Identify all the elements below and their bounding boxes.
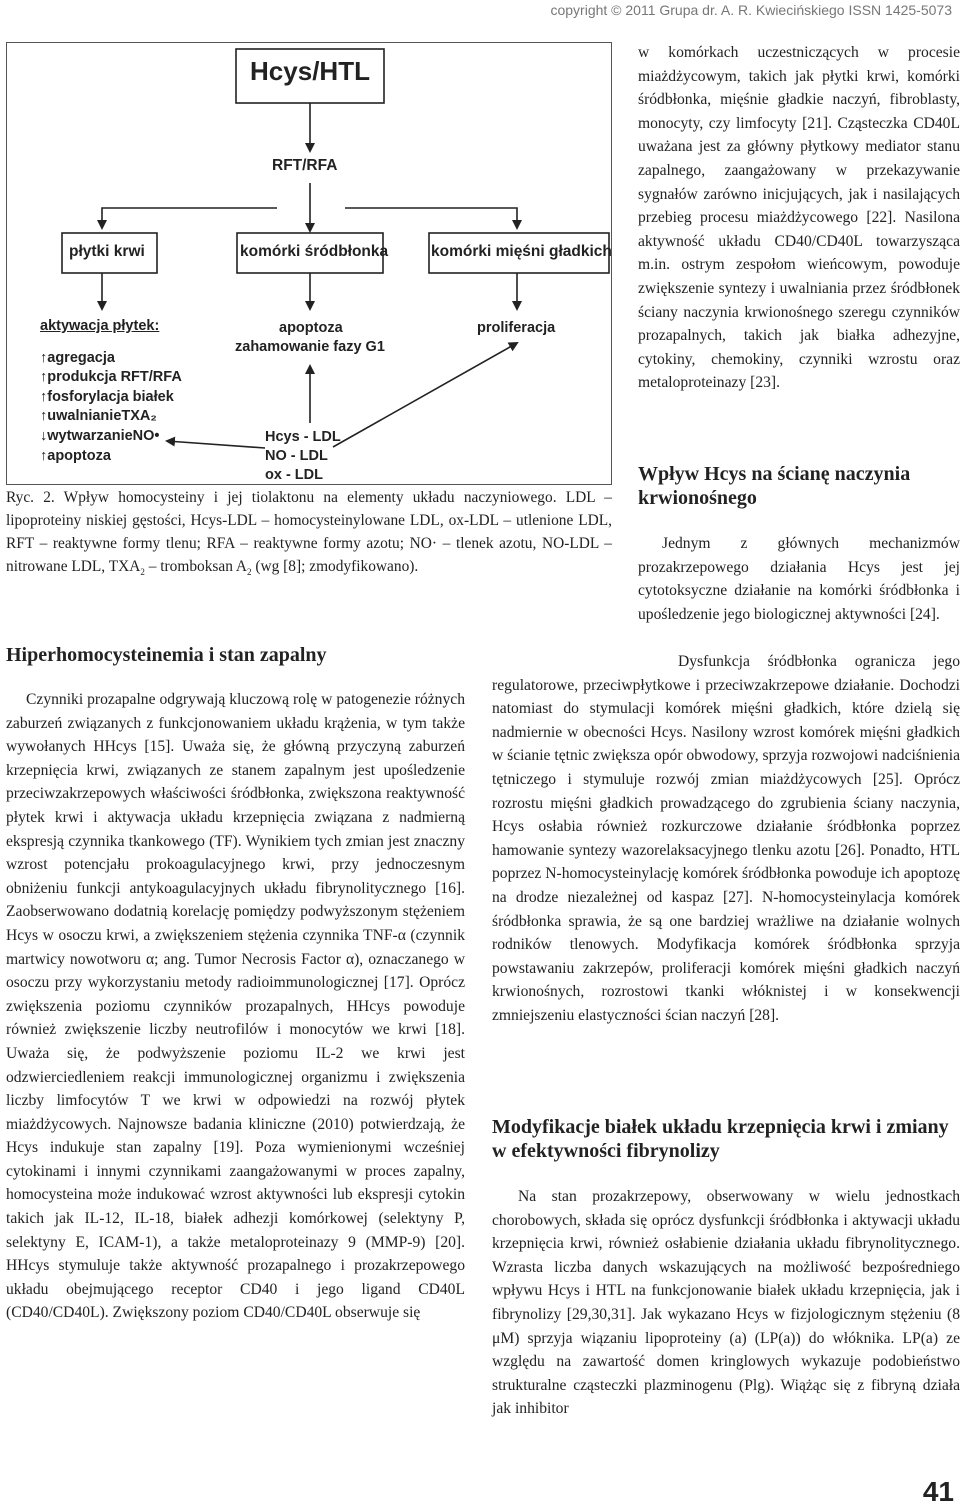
right-paragraph-2: Dysfunkcja śródbłonka ogranicza jego regulatorowe, przeciwpłytkowe i przeciwzakrzepowe działanie. Dochodzi natomiast do stymulacji komórek mięśni gładkich, które dzielą się nadmiernie w obecności Hcys. Nasilony wzrost komórek mięśni gładkich w ścianie tętnic zwiększa opór obwodowy, sprzyja rozwojowi nadciśnienia tętniczego i stymuluje rozwój zmian miażdżycowych [25]. Oprócz rozrostu mięśni gładkich prowadzącego do zgrubienia ściany naczynia, Hcys osłabia również rozkurczowe działanie śródbłonka poprzez hamowanie syntezy wazorelaksacyjnego tlenku azotu [26]. Ponadto, HTL poprzez N-homocysteinylację komórek śródbłonka powoduje ich apoptozę na drodze niezależnej od kaspaz [27]. N-homocysteinylacja komórek śródbłonka sprawia, że są one bardziej wrażliwe na działanie wolnych rodników tlenowych. Modyfikacja komórek śródbłonka sprzyja powstawaniu zakrzepów, proliferacji komórek mięśni gładkich naczyń krwionośnych, rozrostowi tkanki włóknistej i w konsekwencji zmniejszeniu elastyczności ścian naczyń [28]. [492,653,960,1024]
arrow-rft-to-platelets [102,208,277,228]
ldl-form-item: Hcys - LDL [265,429,341,445]
section-heading-coagulation: Modyfikacje białek układu krzepnięcia krwi i zmiany w efektywności fibrynolizy [492,1116,949,1162]
endothelial-effect-apoptosis: apoptoza [279,320,343,336]
endothelial-effect-g1: zahamowanie fazy G1 [235,339,385,355]
center-node-label: RFT/RFA [272,157,338,174]
box-smooth-muscle-label: komórki mięśni gładkich [431,243,612,260]
caption-text: – tromboksan A [144,558,248,575]
platelet-effect-item: ↑uwalnianieTXA₂ [40,408,157,425]
platelet-effect-item: ↑fosforylacja białek [40,388,174,405]
right-paragraph-3: Na stan prozakrzepowy, obserwowany w wielu jednostkach chorobowych, składa się oprócz dysfunkcji śródbłonka i aktywacji układu krzepnięcia krwi, również osłabienie działania układu fibrynolitycznego. Wzrasta liczba danych wskazujących na możliwość bezpośredniego wpływu Hcys i HTL na funkcjonowanie białek układu krzepnięcia, jak i fibrynolizy [29,30,31]. Jak wykazano Hcys w fizjologicznym stężeniu (8 μM) sprzyja wiązaniu lipoproteiny (a) (LP(a)) do włóknika. LP(a) ze względu na zawartość domen kringlowych wykazuje podobieństwo strukturalne cząsteczki plazminogenu (Plg). Wiążąc się z fibryną działa jak inhibitor [492,1188,960,1418]
platelet-effect-item: ↓wytwarzanieNO• [40,427,160,444]
section-heading-vessel-wall: Wpływ Hcys na ścianę naczynia krwionośnego [638,463,911,509]
platelet-effects-list [40,317,182,466]
right-paragraph-1: Jednym z głównych mechanizmów prozakrzepowego działania Hcys jest jej cytotoksyczne działanie na komórki śródbłonka i upośledzenie jego biologicznej aktywności [24]. [638,535,960,623]
box-platelets-label: płytki krwi [69,243,145,260]
ldl-form-item: NO - LDL [265,448,328,464]
section-heading-inflammation: Hiperhomocysteinemia i stan zapalny [6,644,327,666]
arrow-ldl-to-smooth-muscle [333,343,517,447]
caption-text: (wg [8]; zmodyfikowano). [251,558,419,575]
ldl-form-item: ox - LDL [265,467,323,483]
platelet-effect-item: ↑apoptoza [40,447,111,464]
box-endothelium-label: komórki śródbłonka [240,243,389,260]
caption-text: Ryc. 2. Wpływ homocysteiny i jej tiolaktonu na elementy układu naczyniowego. LDL – lipoproteiny niskiej gęstości, Hcys-LDL – homocysteinylowane LDL, ox-LDL – utlenione LDL, RFT – reaktywne formy tlenu; RFA – reaktywne formy azotu; NO· – tlenek azotu, NO-LDL – nitrowane LDL, TXA [6,489,612,575]
right-top-paragraph: w komórkach uczestniczących w procesie miażdżycowym, takich jak płytki krwi, komórki śródbłonka, mięśnie gładkie naczyń, fibroblasty, monocyty, czy limfocyty [21]. Cząsteczka CD40L uważana jest za główny płytkowy mediator stanu zapalnego, zaangażowany w przekazywanie sygnałów zarówno inicjujących, jak i nasilających przebieg procesu miażdżycowego [22]. Nasilona aktywność układu CD40/CD40L towarzysząca m.in. ostrym zespołom wieńcowym, powoduje zwiększenie syntezy i uwalniania przez śródbłonek ściany naczynia krwionośnego szeregu czynników prozapalnych, takich jak białka adhezyjne, cytokiny, chemokiny, czynniki wzrostu oraz metaloproteinazy [23]. [638,44,960,392]
arrow-rft-to-smooth-muscle [345,208,517,228]
platelet-effects-heading: aktywacja płytek: [40,318,160,334]
platelet-effect-item: ↑agregacja [40,349,115,366]
caption-subscript: 2 [140,567,145,578]
left-body-paragraph: Czynniki prozapalne odgrywają kluczową rolę w patogenezie różnych zaburzeń związanych z funkcjonowaniem układu krążenia, w tym także wywołanych HHcys [15]. Uważa się, że główną przyczyną zaburzeń krzepnięcia krwi, związanych ze stanem zapalnym jest upośledzenie przeciwzakrzepowych właściwości śródbłonka, zwiększona reaktywność płytek krwi i aktywacja układu krzepnięcia związana z nadmierną ekspresją czynnika tkankowego (TF). Wynikiem tych zmian jest znaczny wzrost potencjału prokoagulacyjnego krwi, przy jednoczesnym obniżeniu funkcji antykoagulacyjnych układu fibrynolitycznego [16]. Zaobserwowano dodatnią korelację pomiędzy podwyższonym stężeniem Hcys w osoczu krwi, a zwiększeniem stężenia czynnika TNF-α (czynnik martwicy nowotworu α; ang. Tumor Necrosis Factor α), oznaczanego w osoczu przy wykorzystaniu metody radioimmunologicznej [17]. Oprócz zwiększenia poziomu czynników prozapalnych, HHcys powoduje również zwiększenie liczby neutrofilów i monocytów we krwi [18]. Uważa się, że podwyższenie poziomu IL-2 we krwi jest odzwierciedleniem reakcji immunologicznej organizmu i zwiększenia liczby limfocytów T we krwi w odpowiedzi na rozwój płytek miażdżycowych. Najnowsze badania kliniczne (2010) potwierdzają, że Hcys indukuje stan zapalny [19]. Poza wymienionymi wcześniej cytokinami i innymi czynnikami zaangażowanymi w proces zapalny, homocysteina może indukować wzrost aktywności lub ekspresji cytokin takich jak IL-12, IL-18, białek adhezji komórkowej (selektyny P, selektyny E, ICAM-1), a także metaloproteinazy 9 (MMP-9) [20]. HHcys stymuluje także aktywność prozapalnego i prozakrzepowego układu obejmującego receptor CD40 i jego ligand CD40L (CD40/CD40L). Zwiększony poziom CD40/CD40L obserwuje się [6,691,465,1322]
platelet-effect-item: ↑produkcja RFT/RFA [40,369,182,386]
ldl-forms-list [265,428,341,485]
copyright-notice: copyright © 2011 Grupa dr. A. R. Kwiecińskiego ISSN 1425-5073 [550,2,952,18]
smooth-muscle-effect: proliferacja [477,320,556,336]
figure-title: Hcys/HTL [250,56,370,86]
caption-subscript: 2 [247,567,252,578]
figure-diagram [6,42,612,485]
page-number: 41 [922,1476,954,1507]
figure-caption [6,486,612,584]
